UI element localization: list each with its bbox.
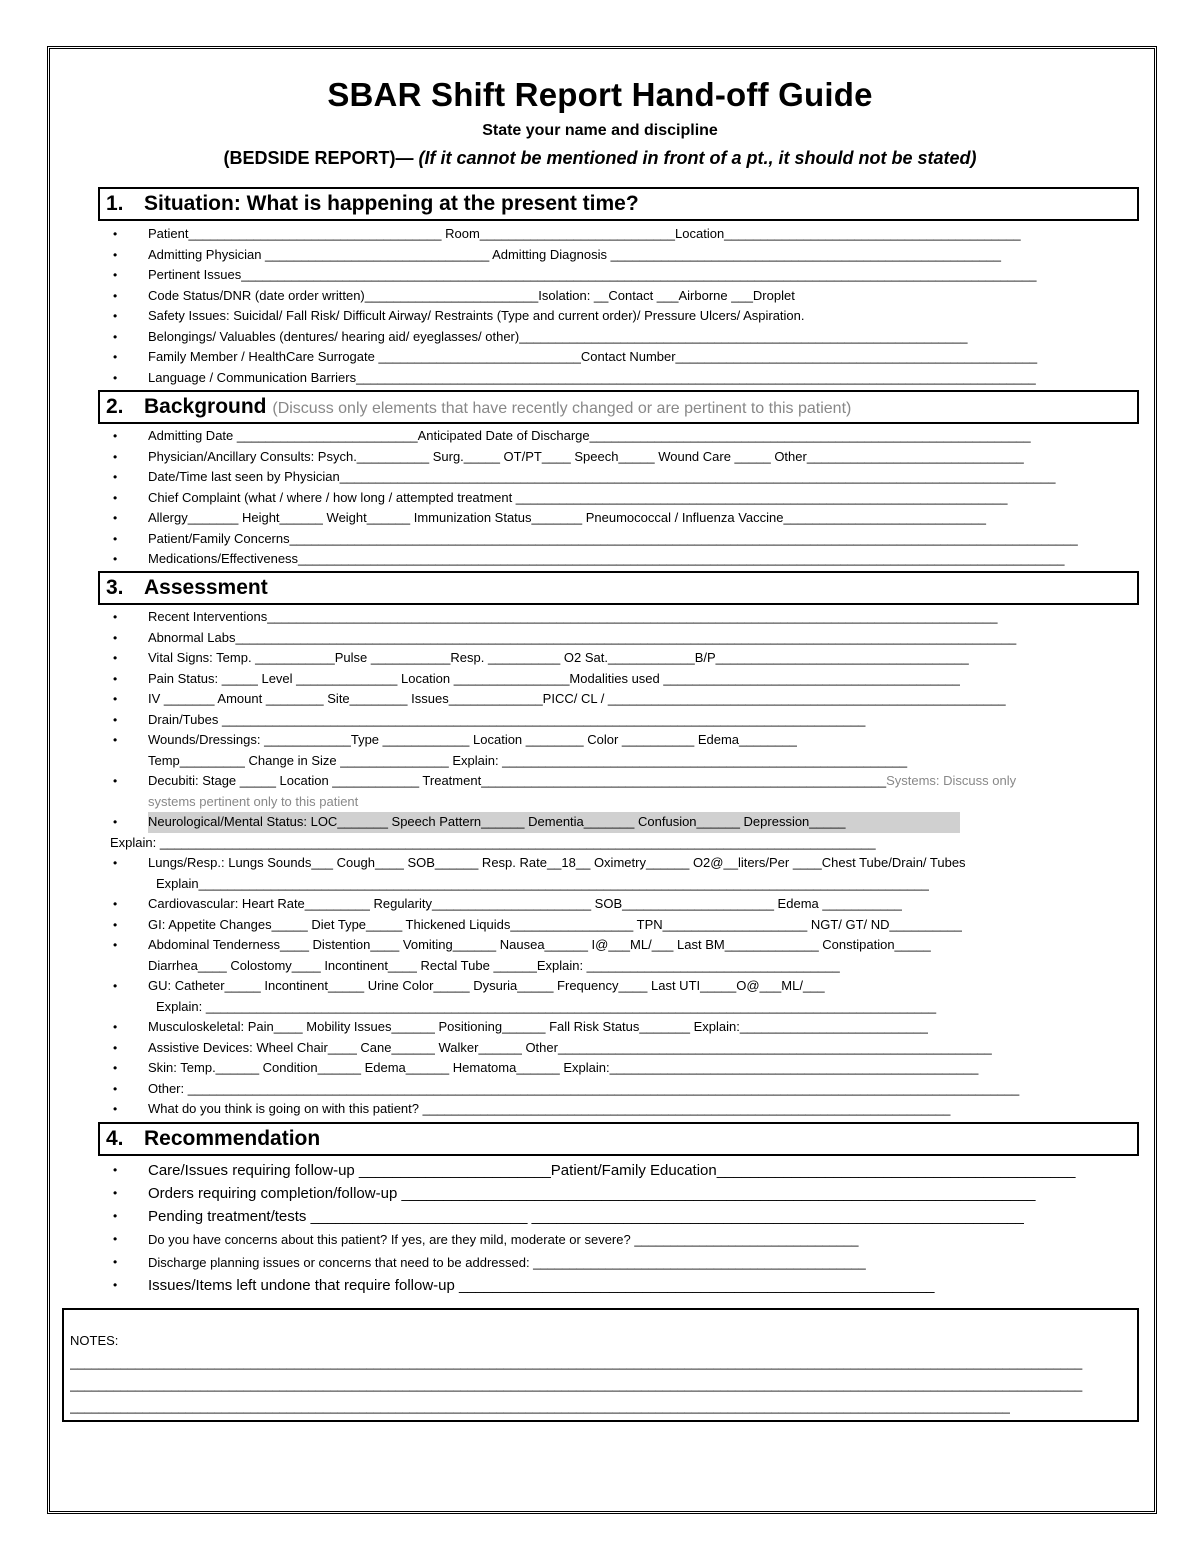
list-item[interactable] bbox=[110, 447, 1140, 468]
bullet-icon: • bbox=[113, 1278, 118, 1292]
bullet-icon: • bbox=[113, 429, 118, 443]
bullet-icon: • bbox=[113, 288, 118, 303]
bullet-icon: • bbox=[113, 1209, 118, 1223]
item-text: Drain/Tubes _________________________________________________________________________________________ bbox=[148, 711, 866, 727]
bullet-icon: • bbox=[113, 897, 118, 911]
notes-line[interactable]: ____________________________________________________________________________________________________________________________________________ bbox=[70, 1355, 1083, 1370]
list-item[interactable] bbox=[110, 1099, 1140, 1120]
list-item[interactable] bbox=[110, 1251, 1140, 1274]
item-text: Patient/Family Concerns_____________________________________________________________________________________________________________ bbox=[148, 530, 1078, 546]
item-text: GI: Appetite Changes_____ Diet Type_____ Thickened Liquids_________________ TPN____________________ NGT/ GT/ ND__________ bbox=[148, 916, 962, 932]
list-item[interactable] bbox=[110, 368, 1140, 389]
item-text: Admitting Physician _______________________________ Admitting Diagnosis ______________________________________________________ bbox=[148, 246, 1001, 262]
document-subtitle: State your name and discipline bbox=[482, 122, 718, 139]
list-item[interactable] bbox=[110, 529, 1140, 550]
bullet-icon: • bbox=[113, 815, 118, 829]
bullet-icon: • bbox=[113, 1040, 118, 1055]
section-number: 3. bbox=[106, 576, 124, 599]
item-text: Admitting Date _________________________Anticipated Date of Discharge_____________________________________________________________ bbox=[148, 428, 1031, 443]
section-title: Assessment bbox=[144, 576, 268, 599]
background-list bbox=[110, 426, 1140, 570]
item-text: systems pertinent only to this patient bbox=[148, 793, 359, 809]
list-item[interactable] bbox=[110, 426, 1140, 447]
item-text: Patient___________________________________ Room___________________________Location_________________________________________ bbox=[148, 226, 1021, 241]
item-text: Abdominal Tenderness____ Distention____ Vomiting______ Nausea______ I@___ML/___ Last BM_____________ Constipation_____ bbox=[148, 937, 931, 952]
item-text: Do you have concerns about this patient? If yes, are they mild, moderate or severe? _______________________________ bbox=[148, 1232, 859, 1247]
bullet-icon: • bbox=[113, 671, 118, 686]
bedside-report-label: (BEDSIDE REPORT)— bbox=[223, 148, 419, 168]
item-text: Pertinent Issues______________________________________________________________________________________________________________ bbox=[148, 267, 1037, 282]
bullet-icon: • bbox=[113, 490, 118, 505]
item-text: Neurological/Mental Status: LOC_______ Speech Pattern______ Dementia_______ Confusion______ Depression_____ bbox=[148, 812, 960, 833]
list-item[interactable] bbox=[110, 306, 1140, 327]
list-item[interactable] bbox=[110, 997, 1140, 1018]
list-item[interactable] bbox=[110, 730, 1140, 751]
item-text: Safety Issues: Suicidal/ Fall Risk/ Difficult Airway/ Restraints (Type and current order)/ Pressure Ulcers/ Aspiration. bbox=[148, 308, 805, 323]
list-item[interactable] bbox=[110, 874, 1140, 895]
section-number: 1. bbox=[106, 192, 124, 215]
item-text: Wounds/Dressings: ____________Type ____________ Location ________ Color __________ Edema________ bbox=[148, 732, 797, 747]
item-text: Discharge planning issues or concerns that need to be addressed: ______________________________________________ bbox=[148, 1255, 866, 1270]
item-text: Date/Time last seen by Physician___________________________________________________________________________________________________ bbox=[148, 469, 1056, 484]
list-item[interactable] bbox=[110, 853, 1140, 874]
item-text: Explain: _____________________________________________________________________________________________________ bbox=[156, 998, 937, 1014]
list-item[interactable] bbox=[110, 894, 1140, 915]
assessment-list bbox=[110, 607, 1140, 1120]
item-text: Explain_____________________________________________________________________________________________________ bbox=[156, 875, 929, 891]
item-text: Diarrhea____ Colostomy____ Incontinent____ Rectal Tube ______Explain: ___________________________________ bbox=[148, 957, 840, 973]
item-text: Assistive Devices: Wheel Chair____ Cane______ Walker______ Other____________________________________________________________ bbox=[148, 1039, 992, 1055]
list-item[interactable] bbox=[110, 935, 1140, 956]
bullet-icon: • bbox=[113, 1232, 118, 1246]
list-item[interactable] bbox=[110, 1159, 1140, 1182]
item-text: Lungs/Resp.: Lungs Sounds___ Cough____ SOB______ Resp. Rate__18__ Oximetry______ O2@__liters/Per ____Chest Tube/Drain/ Tubes bbox=[148, 855, 966, 870]
bullet-icon: • bbox=[113, 1020, 118, 1034]
bullet-icon: • bbox=[113, 470, 118, 484]
bullet-icon: • bbox=[113, 856, 118, 870]
section-situation-header bbox=[98, 187, 1139, 221]
bullet-icon: • bbox=[113, 712, 118, 727]
bullet-icon: • bbox=[113, 733, 118, 747]
bullet-icon: • bbox=[113, 630, 118, 645]
section-number: 2. bbox=[106, 395, 124, 418]
bullet-icon: • bbox=[113, 552, 118, 566]
list-item[interactable] bbox=[110, 508, 1140, 529]
item-text bbox=[148, 771, 1140, 792]
list-item[interactable] bbox=[110, 976, 1140, 997]
bullet-icon: • bbox=[113, 1081, 118, 1096]
bullet-icon: • bbox=[113, 1061, 118, 1075]
list-item[interactable] bbox=[110, 710, 1140, 731]
list-item[interactable] bbox=[110, 669, 1140, 690]
item-text: Care/Issues requiring follow-up _______________________Patient/Family Education___________________________________________ bbox=[148, 1162, 1076, 1179]
item-text: Family Member / HealthCare Surrogate ____________________________Contact Number__________________________________________________ bbox=[148, 349, 1038, 364]
bullet-icon: • bbox=[113, 1163, 118, 1177]
item-text: Allergy_______ Height______ Weight______ Immunization Status_______ Pneumococcal / Influenza Vaccine____________________________ bbox=[148, 510, 986, 525]
list-item[interactable] bbox=[110, 347, 1140, 368]
section-assessment-header bbox=[98, 571, 1139, 605]
bullet-icon: • bbox=[113, 979, 118, 993]
list-item[interactable] bbox=[110, 286, 1140, 307]
section-title: Recommendation bbox=[144, 1127, 321, 1150]
bullet-icon: • bbox=[113, 309, 118, 323]
item-text: Skin: Temp.______ Condition______ Edema______ Hematoma______ Explain:___________________________________________________ bbox=[148, 1060, 979, 1075]
list-item[interactable] bbox=[110, 956, 1140, 977]
situation-list bbox=[110, 224, 1140, 388]
bullet-icon: • bbox=[113, 938, 118, 952]
item-text: Temp_________ Change in Size _______________ Explain: ________________________________________________________ bbox=[148, 752, 908, 768]
list-item[interactable] bbox=[110, 1079, 1140, 1100]
item-text: Musculoskeletal: Pain____ Mobility Issues______ Positioning______ Fall Risk Status_______ Explain:__________________________ bbox=[148, 1019, 928, 1034]
bullet-icon: • bbox=[113, 774, 118, 788]
list-item[interactable] bbox=[110, 1058, 1140, 1079]
notes-line[interactable]: ____________________________________________________________________________________________________________________________________________ bbox=[70, 1377, 1083, 1392]
bullet-icon: • bbox=[113, 1186, 118, 1200]
bullet-icon: • bbox=[113, 917, 118, 932]
section-title: Situation: What is happening at the present time? bbox=[144, 192, 639, 215]
list-item[interactable] bbox=[110, 224, 1140, 245]
section-background-header bbox=[98, 390, 1139, 424]
bullet-icon: • bbox=[113, 531, 118, 546]
bullet-icon: • bbox=[113, 370, 118, 385]
bullet-icon: • bbox=[113, 610, 118, 624]
section-recommendation-header bbox=[98, 1122, 1139, 1156]
bedside-report-note bbox=[0, 148, 1200, 169]
list-item[interactable] bbox=[110, 915, 1140, 936]
bullet-icon: • bbox=[113, 511, 118, 525]
item-text: IV _______ Amount ________ Site________ Issues_____________PICC/ CL / _______________________________________________________ bbox=[148, 691, 1006, 706]
list-item[interactable] bbox=[110, 771, 1140, 792]
bullet-icon: • bbox=[113, 692, 118, 706]
list-item[interactable] bbox=[110, 467, 1140, 488]
bullet-icon: • bbox=[113, 1102, 118, 1116]
section-title: Background bbox=[144, 395, 267, 418]
item-side-note: Systems: Discuss only bbox=[886, 773, 1017, 788]
item-text: Pending treatment/tests __________________________ ___________________________________________________________ bbox=[148, 1208, 1024, 1225]
item-text: Code Status/DNR (date order written)________________________Isolation: __Contact ___Airborne ___Droplet bbox=[148, 287, 795, 303]
list-item[interactable] bbox=[110, 1205, 1140, 1228]
notes-line[interactable]: __________________________________________________________________________________________________________________________________ bbox=[70, 1399, 1010, 1414]
item-text: Orders requiring completion/follow-up ____________________________________________________________________________ bbox=[148, 1185, 1036, 1202]
list-item[interactable] bbox=[110, 689, 1140, 710]
bullet-icon: • bbox=[113, 227, 118, 241]
list-item[interactable] bbox=[110, 812, 1140, 833]
item-main-text: Decubiti: Stage _____ Location ____________ Treatment________________________________________________________ bbox=[148, 773, 887, 788]
list-item[interactable] bbox=[110, 265, 1140, 286]
recommendation-list bbox=[110, 1159, 1140, 1297]
list-item[interactable] bbox=[110, 245, 1140, 266]
section-note: (Discuss only elements that have recently changed or are pertinent to this patient) bbox=[272, 400, 852, 417]
list-item[interactable] bbox=[110, 1274, 1140, 1297]
item-text: Belongings/ Valuables (dentures/ hearing aid/ eyeglasses/ other)______________________________________________________________ bbox=[148, 328, 968, 344]
item-text: Physician/Ancillary Consults: Psych.__________ Surg._____ OT/PT____ Speech_____ Wound Care _____ Other______________________________ bbox=[148, 448, 1024, 464]
item-text: Other: ___________________________________________________________________________________________________________________ bbox=[148, 1080, 1020, 1096]
bullet-icon: • bbox=[113, 247, 118, 262]
list-item[interactable] bbox=[110, 1182, 1140, 1205]
item-text: Issues/Items left undone that require follow-up _________________________________________________________ bbox=[148, 1277, 935, 1294]
list-item[interactable] bbox=[110, 1017, 1140, 1038]
notes-label: NOTES: bbox=[70, 1333, 119, 1348]
item-text: Vital Signs: Temp. ___________Pulse ___________Resp. __________ O2 Sat.____________B/P___________________________________ bbox=[148, 650, 969, 665]
bullet-icon: • bbox=[113, 350, 118, 364]
list-item[interactable] bbox=[110, 1228, 1140, 1251]
item-text: Explain: ___________________________________________________________________________________________________ bbox=[110, 834, 876, 850]
item-text: Chief Complaint (what / where / how long / attempted treatment ____________________________________________________________________ bbox=[148, 489, 1008, 505]
item-text: Medications/Effectiveness__________________________________________________________________________________________________________ bbox=[148, 551, 1065, 566]
bullet-icon: • bbox=[113, 651, 118, 665]
section-number: 4. bbox=[106, 1127, 124, 1150]
item-text: Recent Interventions_____________________________________________________________________________________________________ bbox=[148, 609, 998, 624]
bullet-icon: • bbox=[113, 329, 118, 344]
list-item[interactable] bbox=[110, 792, 1140, 813]
list-item[interactable] bbox=[110, 751, 1140, 772]
item-text: Language / Communication Barriers______________________________________________________________________________________________ bbox=[148, 369, 1036, 385]
item-text: GU: Catheter_____ Incontinent_____ Urine Color_____ Dysuria_____ Frequency____ Last UTI_____O@___ML/___ bbox=[148, 978, 825, 993]
list-item[interactable] bbox=[110, 628, 1140, 649]
list-item[interactable] bbox=[110, 607, 1140, 628]
list-item[interactable] bbox=[110, 488, 1140, 509]
list-item[interactable] bbox=[110, 327, 1140, 348]
bullet-icon: • bbox=[113, 1255, 118, 1269]
list-item[interactable] bbox=[110, 549, 1140, 570]
list-item[interactable] bbox=[110, 648, 1140, 669]
item-text: Cardiovascular: Heart Rate_________ Regularity______________________ SOB_____________________ Edema ___________ bbox=[148, 896, 902, 911]
list-item[interactable] bbox=[110, 1038, 1140, 1059]
notes-box[interactable] bbox=[62, 1308, 1139, 1422]
item-text: What do you think is going on with this patient? _________________________________________________________________________ bbox=[148, 1101, 951, 1116]
bullet-icon: • bbox=[113, 268, 118, 282]
document-title: SBAR Shift Report Hand-off Guide bbox=[327, 76, 873, 113]
bullet-icon: • bbox=[113, 449, 118, 464]
bedside-report-italic: (If it cannot be mentioned in front of a pt., it should not be stated) bbox=[418, 148, 977, 168]
item-text: Pain Status: _____ Level ______________ Location ________________Modalities used _________________________________________ bbox=[148, 670, 960, 686]
list-item[interactable] bbox=[110, 833, 1140, 854]
item-text: Abnormal Labs____________________________________________________________________________________________________________ bbox=[148, 629, 1017, 645]
